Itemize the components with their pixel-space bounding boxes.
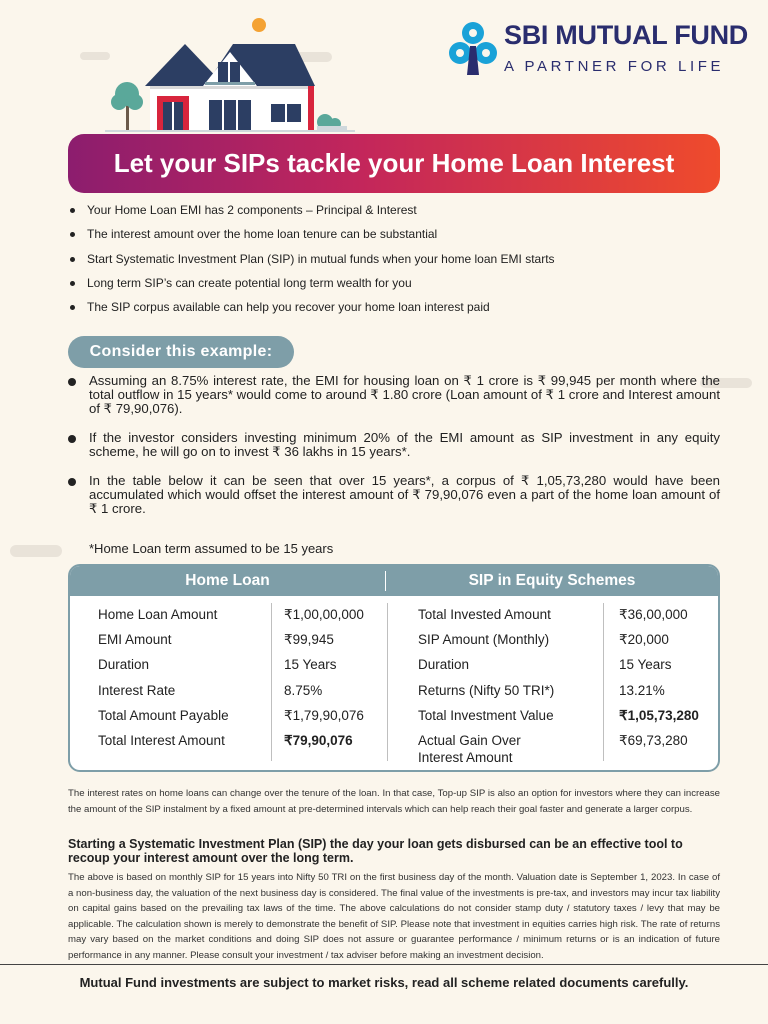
sip-value: 13.21% xyxy=(619,683,665,698)
sun-icon xyxy=(252,18,266,32)
list-item: In the table below it can be seen that over 15 years*, a corpus of ₹ 1,05,73,280 would have been accumulated which would offset the interest amount of ₹ 79,90,076 even a part of the home loan amount of ₹ 1 crore. xyxy=(68,474,720,516)
list-item: Your Home Loan EMI has 2 components – Principal & Interest xyxy=(68,202,728,218)
column-divider xyxy=(271,603,272,761)
home-loan-value: ₹99,945 xyxy=(284,632,334,647)
home-loan-label: Home Loan Amount xyxy=(98,607,218,622)
house-illustration xyxy=(105,38,355,134)
divider xyxy=(0,964,768,965)
list-item: The interest amount over the home loan tenure can be substantial xyxy=(68,226,728,242)
comparison-table xyxy=(68,564,720,772)
sip-value: ₹69,73,280 xyxy=(619,733,688,748)
sip-value: ₹36,00,000 xyxy=(619,607,688,622)
top-up-sip-note: The interest rates on home loans can change over the tenure of the loan. In that case, Top-up SIP is also an option for investors where they can increase the amount of the SIP instalment by a fixed amount at pre-determined intervals which can help reach their goal faster and generate a larger corpus. xyxy=(68,788,720,815)
sip-label: Total Investment Value xyxy=(418,708,554,723)
home-loan-value: ₹1,79,90,076 xyxy=(284,708,364,723)
example-heading: Consider this example: xyxy=(68,336,294,368)
sbi-logo-icon xyxy=(446,20,500,76)
sip-label-line2: Interest Amount xyxy=(418,750,513,765)
sbi-mutual-fund-logo xyxy=(446,20,746,80)
table-header xyxy=(70,566,718,596)
key-points-list xyxy=(68,202,728,323)
home-loan-value: ₹79,90,076 xyxy=(284,733,353,748)
sip-label: Duration xyxy=(418,657,470,672)
home-loan-label: Duration xyxy=(98,657,150,672)
cloud-decoration xyxy=(10,545,62,557)
sip-label: SIP Amount (Monthly) xyxy=(418,632,550,647)
home-loan-label: Total Amount Payable xyxy=(98,708,229,723)
list-item: Start Systematic Investment Plan (SIP) in mutual funds when your home loan EMI starts xyxy=(68,251,728,267)
sip-value: ₹1,05,73,280 xyxy=(619,708,699,723)
example-points-list xyxy=(68,374,720,531)
list-item: The SIP corpus available can help you recover your home loan interest paid xyxy=(68,299,728,315)
headline-banner xyxy=(68,134,720,193)
home-loan-value: ₹1,00,00,000 xyxy=(284,607,364,622)
calculation-disclaimer: The above is based on monthly SIP for 15 years into Nifty 50 TRI on the first business day of the month. Valuation date is September 1, 2023. In case of a non-business day, the valuation of the next business day is considered. The final value of the investments is pre-tax, and investors may incur tax liability on capital gains based on the prevailing tax laws of the time. The above calculations do not consider stamp duty / statutory taxes / levy that may be applicable. The calculation shown is merely to demonstrate the benefit of SIP. Please note that investment in equities carries high risk. The rate of returns may vary based on the market conditions and doing SIP does not assure or guarantee performance / minimum returns or is an indication of future performance in any manner. Please consult your investment / tax adviser before making an investment decision. xyxy=(68,872,720,961)
column-divider xyxy=(387,603,388,761)
list-item: If the investor considers investing minimum 20% of the EMI amount as SIP investment in any equity scheme, he will go on to invest ₹ 36 lakhs in 15 years*. xyxy=(68,431,720,459)
sip-header: SIP in Equity Schemes xyxy=(468,572,636,589)
list-item: Long term SIP’s can create potential long term wealth for you xyxy=(68,275,728,291)
list-item: Assuming an 8.75% interest rate, the EMI for housing loan on ₹ 1 crore is ₹ 99,945 per month where the total outflow in 15 years* would come to around ₹ 1.80 crore (Loan amount of ₹ 1 crore and Interest amount of ₹ 79,90,076). xyxy=(68,374,720,416)
sip-value: ₹20,000 xyxy=(619,632,669,647)
home-loan-label: Interest Rate xyxy=(98,683,176,698)
sip-label: Total Invested Amount xyxy=(418,607,551,622)
sip-value: 15 Years xyxy=(619,657,672,672)
loan-term-footnote: *Home Loan term assumed to be 15 years xyxy=(89,541,334,556)
sip-advice-note: Starting a Systematic Investment Plan (SIP) the day your loan gets disbursed can be an effective tool to recoup your interest amount over the long term. xyxy=(68,837,683,865)
sip-label: Returns (Nifty 50 TRI*) xyxy=(418,683,555,698)
home-loan-header: Home Loan xyxy=(185,572,270,589)
home-loan-value: 8.75% xyxy=(284,683,323,698)
market-risk-warning: Mutual Fund investments are subject to market risks, read all scheme related documents carefully. xyxy=(79,975,689,990)
sip-label: Actual Gain Over xyxy=(418,733,521,748)
headline-text: Let your SIPs tackle your Home Loan Interest xyxy=(113,148,675,178)
home-loan-label: Total Interest Amount xyxy=(98,733,225,748)
logo-tagline: A PARTNER FOR LIFE xyxy=(504,58,725,75)
logo-title: SBI MUTUAL FUND xyxy=(504,20,748,50)
column-divider xyxy=(603,603,604,761)
home-loan-value: 15 Years xyxy=(284,657,337,672)
home-loan-label: EMI Amount xyxy=(98,632,172,647)
